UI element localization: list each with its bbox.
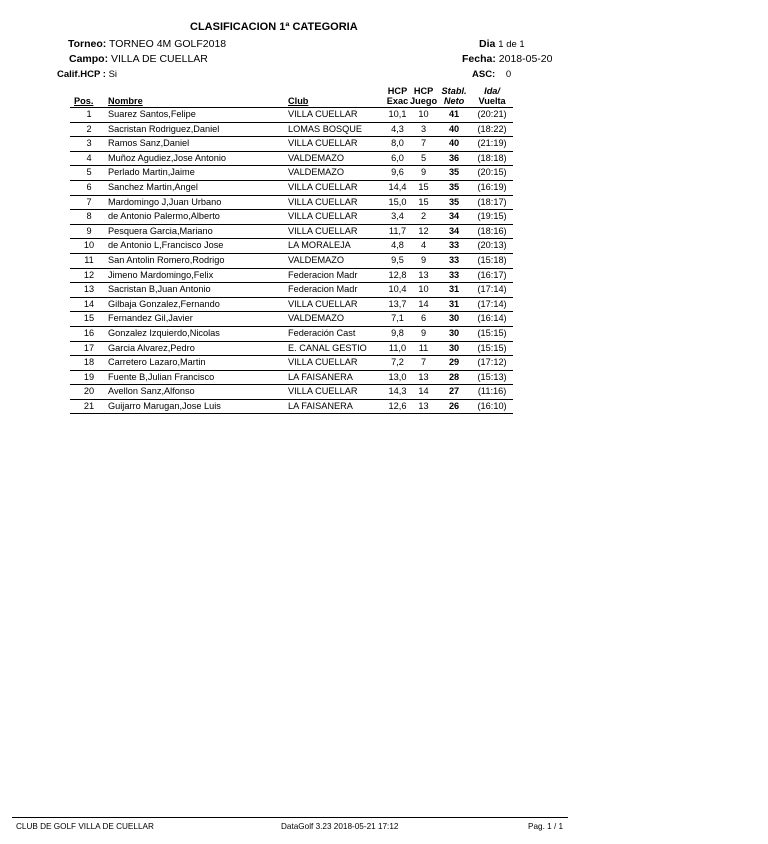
ida-vuelta-cell: (17:14) [471,283,513,298]
campo-value: VILLA DE CUELLAR [111,53,208,65]
campo-line [69,53,208,65]
neto-cell: 40 [437,122,471,137]
club-cell: Federacion Madr [288,283,385,298]
ida-vuelta-cell: (18:16) [471,224,513,239]
hcp-exac-cell: 13,0 [385,370,410,385]
club-cell: LOMAS BOSQUE [288,122,385,137]
hcp-juego-cell: 7 [410,356,437,371]
club-cell: VALDEMAZO [288,166,385,181]
name-cell: Avellon Sanz,Alfonso [108,385,288,400]
pos-cell: 1 [70,108,108,123]
club-cell: E. CANAL GESTIO [288,341,385,356]
footer-page: Pag. 1 / 1 [528,822,564,831]
asc-line [472,69,511,80]
hcp-exac-cell: 7,2 [385,356,410,371]
pos-cell: 12 [70,268,108,283]
table-row [70,180,513,195]
neto-cell: 33 [437,239,471,254]
ida-vuelta-cell: (18:18) [471,151,513,166]
club-cell: VILLA CUELLAR [288,108,385,123]
hcp-juego-cell: 5 [410,151,437,166]
ida-vuelta-cell: (16:19) [471,180,513,195]
hcp-exac-cell: 11,0 [385,341,410,356]
table-row [70,370,513,385]
dia-line [479,38,525,50]
pos-cell: 10 [70,239,108,254]
hcp-exac-cell: 15,0 [385,195,410,210]
asc-label: ASC: [472,69,496,80]
table-row [70,356,513,371]
hcp-juego-cell: 11 [410,341,437,356]
footer-divider [12,817,568,818]
table-row [70,108,513,123]
club-cell: VILLA CUELLAR [288,356,385,371]
col-hcp-exac: HCP Exac [386,86,409,106]
name-cell: Muñoz Agudiez,Jose Antonio [108,151,288,166]
ida-vuelta-cell: (18:22) [471,122,513,137]
neto-cell: 28 [437,370,471,385]
hcp-exac-cell: 9,5 [385,253,410,268]
torneo-line [68,38,226,50]
col-ida-vuelta: Ida/ Vuelta [471,86,513,108]
table-row [70,326,513,341]
hcp-juego-cell: 6 [410,312,437,327]
torneo-value: TORNEO 4M GOLF2018 [109,38,227,50]
neto-cell: 34 [437,224,471,239]
club-cell: VALDEMAZO [288,151,385,166]
name-cell: San Antolin Romero,Rodrigo [108,253,288,268]
table-row [70,283,513,298]
ida-vuelta-cell: (21:19) [471,137,513,152]
name-cell: Ramos Sanz,Daniel [108,137,288,152]
name-cell: Guijarro Marugan,Jose Luis [108,399,288,414]
hcp-juego-cell: 12 [410,224,437,239]
table-row [70,399,513,414]
hcp-juego-cell: 15 [410,180,437,195]
table-row [70,385,513,400]
neto-cell: 30 [437,341,471,356]
pos-cell: 9 [70,224,108,239]
name-cell: Suarez Santos,Felipe [108,108,288,123]
fecha-value: 2018-05-20 [498,53,553,65]
club-cell: VALDEMAZO [288,312,385,327]
hcp-exac-cell: 11,7 [385,224,410,239]
hcp-exac-cell: 10,1 [385,108,410,123]
neto-cell: 35 [437,195,471,210]
calif-value: Si [108,69,118,80]
name-cell: Mardomingo J,Juan Urbano [108,195,288,210]
neto-cell: 36 [437,151,471,166]
ida-vuelta-cell: (15:15) [471,341,513,356]
neto-cell: 35 [437,166,471,181]
campo-label: Campo: [69,53,109,65]
pos-cell: 20 [70,385,108,400]
club-cell: Federación Cast [288,326,385,341]
hcp-exac-cell: 12,8 [385,268,410,283]
pos-cell: 17 [70,341,108,356]
pos-cell: 2 [70,122,108,137]
table-row [70,341,513,356]
club-cell: VILLA CUELLAR [288,137,385,152]
neto-cell: 41 [437,108,471,123]
ida-vuelta-cell: (20:13) [471,239,513,254]
pos-cell: 14 [70,297,108,312]
name-cell: de Antonio Palermo,Alberto [108,210,288,225]
club-cell: VALDEMAZO [288,253,385,268]
club-cell: VILLA CUELLAR [288,385,385,400]
hcp-juego-cell: 13 [410,268,437,283]
neto-cell: 31 [437,297,471,312]
ida-vuelta-cell: (17:12) [471,356,513,371]
ida-vuelta-cell: (16:17) [471,268,513,283]
col-stabl-neto: Stabl. Neto [437,86,471,108]
club-cell: LA FAISANERA [288,399,385,414]
name-cell: Sacristan Rodriguez,Daniel [108,122,288,137]
hcp-exac-cell: 8,0 [385,137,410,152]
hcp-juego-cell: 14 [410,297,437,312]
pos-cell: 21 [70,399,108,414]
pos-cell: 6 [70,180,108,195]
table-row [70,253,513,268]
neto-cell: 40 [437,137,471,152]
club-cell: VILLA CUELLAR [288,195,385,210]
footer-software: DataGolf 3.23 2018-05-21 17:12 [281,822,399,831]
hcp-exac-cell: 6,0 [385,151,410,166]
neto-cell: 30 [437,326,471,341]
col-club: Club [288,86,385,108]
club-cell: VILLA CUELLAR [288,210,385,225]
hcp-juego-cell: 14 [410,385,437,400]
pos-cell: 16 [70,326,108,341]
col-hcp-juego: HCP Juego [410,86,438,106]
pos-cell: 11 [70,253,108,268]
hcp-juego-cell: 9 [410,326,437,341]
neto-cell: 33 [437,253,471,268]
torneo-label: Torneo: [68,38,107,50]
col-pos: Pos. [70,86,108,108]
ida-vuelta-cell: (16:14) [471,312,513,327]
name-cell: Fernandez Gil,Javier [108,312,288,327]
table-row [70,151,513,166]
hcp-exac-cell: 4,8 [385,239,410,254]
name-cell: Gonzalez Izquierdo,Nicolas [108,326,288,341]
calif-line [57,69,117,80]
hcp-juego-cell: 4 [410,239,437,254]
pos-cell: 8 [70,210,108,225]
ida-vuelta-cell: (16:10) [471,399,513,414]
club-cell: VILLA CUELLAR [288,224,385,239]
col-nombre: Nombre [108,86,288,108]
club-cell: LA MORALEJA [288,239,385,254]
club-cell: VILLA CUELLAR [288,297,385,312]
report-title: CLASIFICACION 1ª CATEGORIA [190,21,358,33]
pos-cell: 15 [70,312,108,327]
ida-vuelta-cell: (15:13) [471,370,513,385]
ida-vuelta-cell: (20:15) [471,166,513,181]
club-cell: LA FAISANERA [288,370,385,385]
hcp-juego-cell: 7 [410,137,437,152]
name-cell: de Antonio L,Francisco Jose [108,239,288,254]
asc-value: 0 [505,69,512,80]
hcp-exac-cell: 3,4 [385,210,410,225]
pos-cell: 4 [70,151,108,166]
fecha-line [462,53,552,65]
hcp-juego-cell: 15 [410,195,437,210]
neto-cell: 35 [437,180,471,195]
hcp-exac-cell: 12,6 [385,399,410,414]
name-cell: Gilbaja Gonzalez,Fernando [108,297,288,312]
pos-cell: 7 [70,195,108,210]
name-cell: Perlado Martin,Jaime [108,166,288,181]
table-row [70,312,513,327]
hcp-juego-cell: 13 [410,399,437,414]
hcp-juego-cell: 10 [410,108,437,123]
pos-cell: 19 [70,370,108,385]
neto-cell: 31 [437,283,471,298]
neto-cell: 33 [437,268,471,283]
neto-cell: 29 [437,356,471,371]
name-cell: Jimeno Mardomingo,Felix [108,268,288,283]
name-cell: Sanchez Martin,Angel [108,180,288,195]
pos-cell: 13 [70,283,108,298]
ida-vuelta-cell: (15:15) [471,326,513,341]
pos-cell: 5 [70,166,108,181]
hcp-exac-cell: 4,3 [385,122,410,137]
neto-cell: 26 [437,399,471,414]
table-row [70,239,513,254]
table-row [70,268,513,283]
name-cell: Carretero Lazaro,Martin [108,356,288,371]
pos-cell: 18 [70,356,108,371]
table-row [70,210,513,225]
name-cell: Sacristan B,Juan Antonio [108,283,288,298]
name-cell: Fuente B,Julian Francisco [108,370,288,385]
table-row [70,224,513,239]
table-row [70,297,513,312]
hcp-exac-cell: 14,3 [385,385,410,400]
club-cell: Federacion Madr [288,268,385,283]
hcp-exac-cell: 7,1 [385,312,410,327]
calif-label: Calif.HCP : [57,69,106,80]
name-cell: Garcia Alvarez,Pedro [108,341,288,356]
dia-label: Dia [479,38,496,50]
neto-cell: 27 [437,385,471,400]
hcp-juego-cell: 9 [410,253,437,268]
ida-vuelta-cell: (11:16) [471,385,513,400]
table-row [70,195,513,210]
ida-vuelta-cell: (20:21) [471,108,513,123]
table-row [70,137,513,152]
neto-cell: 34 [437,210,471,225]
results-table [70,86,513,414]
ida-vuelta-cell: (18:17) [471,195,513,210]
hcp-juego-cell: 13 [410,370,437,385]
table-header-row [70,86,513,108]
ida-vuelta-cell: (19:15) [471,210,513,225]
footer-club: CLUB DE GOLF VILLA DE CUELLAR [16,822,154,831]
hcp-exac-cell: 9,6 [385,166,410,181]
hcp-juego-cell: 9 [410,166,437,181]
table-row [70,166,513,181]
hcp-exac-cell: 14,4 [385,180,410,195]
pos-cell: 3 [70,137,108,152]
dia-value: 1 de 1 [498,39,525,50]
neto-cell: 30 [437,312,471,327]
hcp-juego-cell: 3 [410,122,437,137]
hcp-juego-cell: 2 [410,210,437,225]
name-cell: Pesquera Garcia,Mariano [108,224,288,239]
hcp-exac-cell: 13,7 [385,297,410,312]
ida-vuelta-cell: (17:14) [471,297,513,312]
hcp-exac-cell: 10,4 [385,283,410,298]
hcp-exac-cell: 9,8 [385,326,410,341]
fecha-label: Fecha: [462,53,496,65]
club-cell: VILLA CUELLAR [288,180,385,195]
hcp-juego-cell: 10 [410,283,437,298]
ida-vuelta-cell: (15:18) [471,253,513,268]
table-row [70,122,513,137]
